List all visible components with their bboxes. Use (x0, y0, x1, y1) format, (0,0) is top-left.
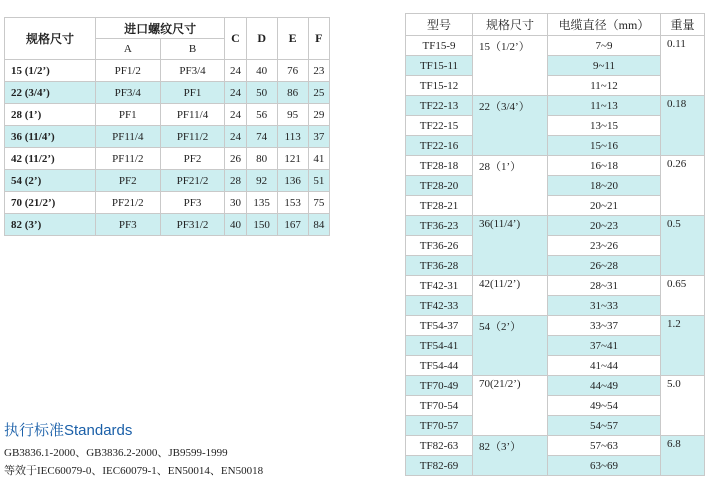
cell-spec: 28（1’） (473, 156, 548, 216)
cell-model: TF15-9 (406, 36, 473, 56)
cell-d: 150 (246, 214, 277, 236)
cell-size: 28 (1’) (5, 104, 96, 126)
cell-cable: 63~69 (548, 456, 661, 476)
cell-d: 74 (246, 126, 277, 148)
cell-e: 121 (277, 148, 308, 170)
dimension-table-body (5, 60, 330, 236)
cell-model: TF15-11 (406, 56, 473, 76)
table-row (406, 116, 705, 136)
cell-b: PF3/4 (160, 60, 225, 82)
cell-cable: 41~44 (548, 356, 661, 376)
table-row (5, 170, 330, 192)
cell-f: 37 (308, 126, 329, 148)
table-row (406, 196, 705, 216)
cell-e: 86 (277, 82, 308, 104)
cell-weight: 6.8 (661, 436, 705, 476)
cell-weight: 0.11 (661, 36, 705, 96)
cell-cable: 20~21 (548, 196, 661, 216)
model-table-body (406, 36, 705, 476)
cell-f: 41 (308, 148, 329, 170)
cell-d: 40 (246, 60, 277, 82)
cell-d: 80 (246, 148, 277, 170)
cell-weight: 5.0 (661, 376, 705, 436)
table-row (406, 56, 705, 76)
cell-a: PF1/2 (95, 60, 160, 82)
cell-model: TF22-16 (406, 136, 473, 156)
cell-c: 24 (225, 60, 246, 82)
cell-model: TF42-31 (406, 276, 473, 296)
table-row (406, 76, 705, 96)
cell-cable: 9~11 (548, 56, 661, 76)
table-row (5, 82, 330, 104)
cell-spec: 15（1/2’） (473, 36, 548, 96)
table-row (5, 104, 330, 126)
cell-d: 92 (246, 170, 277, 192)
cell-model: TF54-41 (406, 336, 473, 356)
header-model: 型号 (406, 14, 473, 36)
cell-f: 51 (308, 170, 329, 192)
table-row (406, 216, 705, 236)
table-row (406, 376, 705, 396)
cell-e: 95 (277, 104, 308, 126)
cell-size: 54 (2’) (5, 170, 96, 192)
header-sub-a: A (95, 39, 160, 60)
cell-cable: 13~15 (548, 116, 661, 136)
cell-model: TF15-12 (406, 76, 473, 96)
table-row (406, 36, 705, 56)
table-row (406, 396, 705, 416)
cell-spec: 82（3’） (473, 436, 548, 476)
table-row (406, 176, 705, 196)
cell-a: PF3 (95, 214, 160, 236)
cell-f: 29 (308, 104, 329, 126)
cell-spec: 36(11/4’) (473, 216, 548, 276)
cell-e: 153 (277, 192, 308, 214)
cell-d: 135 (246, 192, 277, 214)
table-row (5, 60, 330, 82)
cell-weight: 0.65 (661, 276, 705, 316)
cell-cable: 49~54 (548, 396, 661, 416)
table-row (406, 296, 705, 316)
cell-size: 70 (21/2’) (5, 192, 96, 214)
table-row (5, 148, 330, 170)
table-row (406, 136, 705, 156)
header-d: D (246, 18, 277, 60)
cell-c: 24 (225, 104, 246, 126)
standards-line-1: GB3836.1-2000、GB3836.2-2000、JB9599-1999 (4, 447, 228, 459)
cell-b: PF2 (160, 148, 225, 170)
cell-model: TF54-37 (406, 316, 473, 336)
cell-c: 24 (225, 82, 246, 104)
cell-b: PF11/2 (160, 126, 225, 148)
header-size: 规格尺寸 (5, 18, 96, 60)
cell-b: PF1 (160, 82, 225, 104)
cell-d: 50 (246, 82, 277, 104)
cell-spec: 42(11/2’) (473, 276, 548, 316)
table-row (406, 156, 705, 176)
cell-e: 76 (277, 60, 308, 82)
cell-b: PF31/2 (160, 214, 225, 236)
table-row (406, 456, 705, 476)
cell-cable: 20~23 (548, 216, 661, 236)
cell-cable: 15~16 (548, 136, 661, 156)
header-weight: 重量 (661, 14, 705, 36)
cell-size: 42 (11/2’) (5, 148, 96, 170)
cell-cable: 16~18 (548, 156, 661, 176)
cell-a: PF3/4 (95, 82, 160, 104)
cell-model: TF54-44 (406, 356, 473, 376)
cell-model: TF36-28 (406, 256, 473, 276)
cell-a: PF21/2 (95, 192, 160, 214)
cell-model: TF42-33 (406, 296, 473, 316)
cell-f: 23 (308, 60, 329, 82)
cell-cable: 28~31 (548, 276, 661, 296)
cell-c: 26 (225, 148, 246, 170)
cell-model: TF22-13 (406, 96, 473, 116)
cell-spec: 54（2’） (473, 316, 548, 376)
cell-model: TF28-21 (406, 196, 473, 216)
cell-a: PF11/2 (95, 148, 160, 170)
cell-f: 84 (308, 214, 329, 236)
cell-cable: 11~12 (548, 76, 661, 96)
cell-cable: 11~13 (548, 96, 661, 116)
table-row (406, 276, 705, 296)
cell-spec: 70(21/2’) (473, 376, 548, 436)
header-spec: 规格尺寸 (473, 14, 548, 36)
header-cable: 电缆直径（mm） (548, 14, 661, 36)
cell-e: 167 (277, 214, 308, 236)
cell-weight: 1.2 (661, 316, 705, 376)
header-c: C (225, 18, 246, 60)
cell-e: 113 (277, 126, 308, 148)
cell-size: 36 (11/4’) (5, 126, 96, 148)
header-e: E (277, 18, 308, 60)
table-row (406, 96, 705, 116)
standards-line-2: 等效于IEC60079-0、IEC60079-1、EN50014、EN50018 (4, 465, 264, 477)
table-row (406, 236, 705, 256)
model-table (405, 13, 705, 476)
cell-f: 25 (308, 82, 329, 104)
cell-model: TF28-20 (406, 176, 473, 196)
cell-a: PF1 (95, 104, 160, 126)
cell-cable: 18~20 (548, 176, 661, 196)
cell-b: PF3 (160, 192, 225, 214)
cell-cable: 23~26 (548, 236, 661, 256)
table-row (5, 214, 330, 236)
dimension-table (4, 17, 330, 236)
cell-d: 56 (246, 104, 277, 126)
standards-title: 执行标准Standards (4, 422, 133, 439)
table-row (406, 336, 705, 356)
cell-cable: 7~9 (548, 36, 661, 56)
cell-model: TF70-54 (406, 396, 473, 416)
table-row (406, 436, 705, 456)
cell-model: TF36-26 (406, 236, 473, 256)
table-row (406, 416, 705, 436)
cell-weight: 0.26 (661, 156, 705, 216)
cell-cable: 57~63 (548, 436, 661, 456)
cell-weight: 0.18 (661, 96, 705, 156)
table-row (406, 316, 705, 336)
header-sub-b: B (160, 39, 225, 60)
table-row (406, 256, 705, 276)
cell-model: TF70-49 (406, 376, 473, 396)
cell-size: 82 (3’) (5, 214, 96, 236)
cell-c: 24 (225, 126, 246, 148)
cell-cable: 26~28 (548, 256, 661, 276)
cell-a: PF2 (95, 170, 160, 192)
cell-model: TF82-63 (406, 436, 473, 456)
header-f: F (308, 18, 329, 60)
cell-spec: 22（3/4’） (473, 96, 548, 156)
cell-b: PF21/2 (160, 170, 225, 192)
table-row (5, 126, 330, 148)
table-row (406, 356, 705, 376)
cell-cable: 54~57 (548, 416, 661, 436)
cell-e: 136 (277, 170, 308, 192)
cell-model: TF22-15 (406, 116, 473, 136)
cell-a: PF11/4 (95, 126, 160, 148)
cell-weight: 0.5 (661, 216, 705, 276)
cell-model: TF36-23 (406, 216, 473, 236)
cell-cable: 44~49 (548, 376, 661, 396)
cell-model: TF70-57 (406, 416, 473, 436)
cell-cable: 33~37 (548, 316, 661, 336)
cell-c: 30 (225, 192, 246, 214)
cell-c: 40 (225, 214, 246, 236)
cell-f: 75 (308, 192, 329, 214)
cell-model: TF82-69 (406, 456, 473, 476)
cell-b: PF11/4 (160, 104, 225, 126)
cell-size: 22 (3/4’) (5, 82, 96, 104)
cell-cable: 31~33 (548, 296, 661, 316)
cell-c: 28 (225, 170, 246, 192)
cell-cable: 37~41 (548, 336, 661, 356)
table-row (5, 192, 330, 214)
cell-model: TF28-18 (406, 156, 473, 176)
header-thread: 进口螺纹尺寸 (95, 18, 224, 39)
cell-size: 15 (1/2’) (5, 60, 96, 82)
